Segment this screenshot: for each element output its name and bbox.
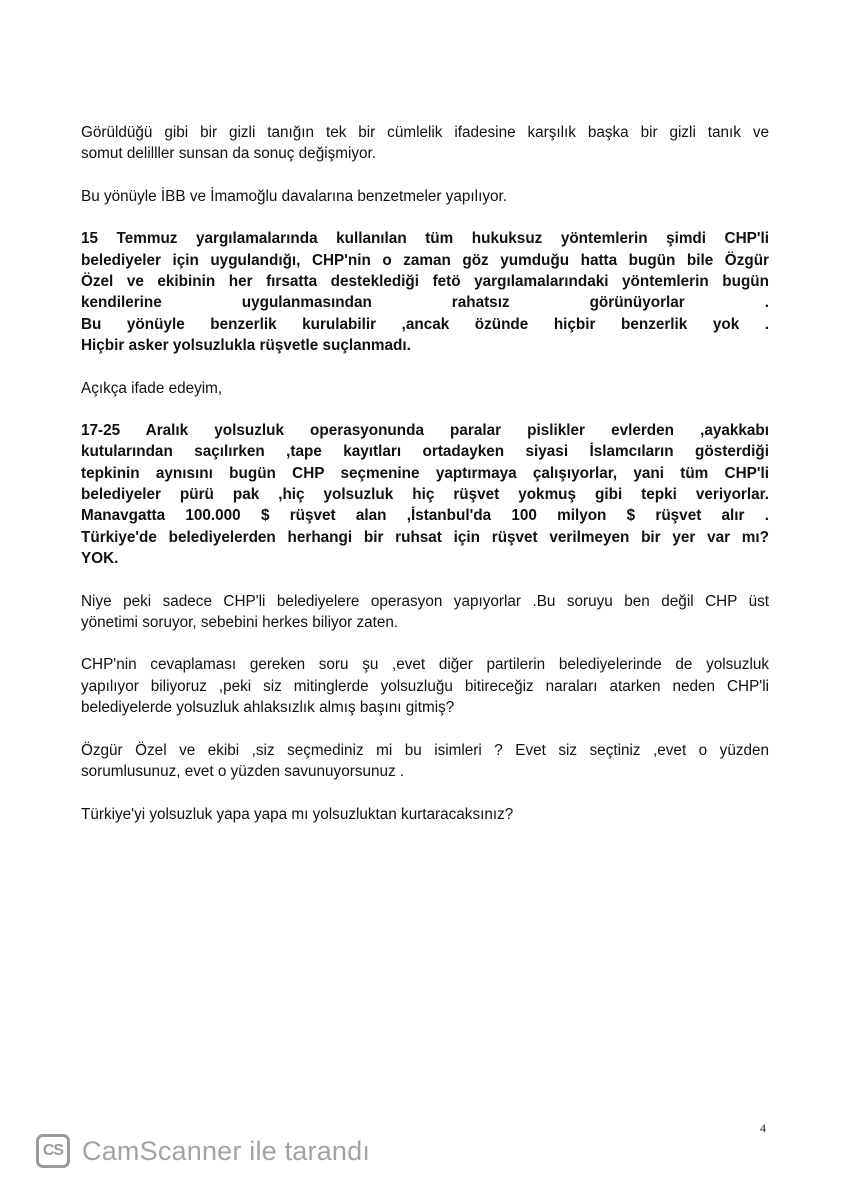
paragraph (81, 591, 769, 634)
paragraph (81, 804, 769, 825)
camscanner-logo-icon (36, 1134, 70, 1168)
page-number: 4 (760, 1121, 766, 1135)
camscanner-watermark-text: CamScanner ile tarandı (82, 1135, 371, 1166)
text-line: somut delilller sunsan da sonuç değişmiyor. (81, 145, 377, 163)
text-line: kutularından saçılırken ,tape kayıtları ortadayken siyasi İslamcıların gösterdiği (81, 443, 769, 461)
text-line: belediyelerde yolsuzluk ahlaksızlık almış başını gitmiş? (81, 699, 455, 717)
text-line: Özgür Özel ve ekibi ,siz seçmediniz mi bu isimleri ? Evet siz seçtiniz ,evet o yüzden (81, 741, 769, 759)
text-line: Özel ve ekibinin her fırsatta desteklediği fetö yargılamalarındaki yöntemlerin bugün (81, 273, 769, 291)
text-line: Açıkça ifade edeyim, (81, 379, 223, 397)
camscanner-watermark (36, 1133, 370, 1169)
text-line: Bu yönüyle benzerlik kurulabilir ,ancak özünde hiçbir benzerlik yok . (81, 315, 769, 333)
text-line: Türkiye'yi yolsuzluk yapa yapa mı yolsuzluktan kurtaracaksınız? (81, 805, 514, 823)
text-line: yönetimi soruyor, sebebini herkes biliyor zaten. (81, 613, 399, 631)
text-line: Bu yönüyle İBB ve İmamoğlu davalarına benzetmeler yapılıyor. (81, 187, 507, 205)
text-line: belediyeler için uygulandığı, CHP'nin o zaman göz yumduğu hatta bugün bile Özgür (81, 251, 769, 269)
text-line: yapılıyor biliyoruz ,peki siz mitinglerde yolsuzluğu bitireceğiz naraları atarken neden CHP'li (81, 677, 769, 695)
text-line: CHP'nin cevaplaması gereken soru şu ,evet diğer partilerin belediyelerinde de yolsuzluk (81, 656, 769, 674)
paragraph (81, 654, 769, 718)
text-line: tepkinin aynısını bugün CHP seçmenine yaptırmaya çalışıyorlar, yani tüm CHP'li (81, 464, 769, 482)
text-line: Manavgatta 100.000 $ rüşvet alan ,İstanbul'da 100 milyon $ rüşvet alır . (81, 507, 769, 525)
paragraph (81, 186, 769, 207)
text-line: 17-25 Aralık yolsuzluk operasyonunda paralar pislikler evlerden ,ayakkabı (81, 422, 769, 440)
document-body (81, 122, 769, 846)
paragraph (81, 420, 769, 569)
text-line: Hiçbir asker yolsuzlukla rüşvetle suçlanmadı. (81, 336, 411, 354)
text-line: sorumlusunuz, evet o yüzden savunuyorsunuz . (81, 762, 405, 780)
text-line: Görüldüğü gibi bir gizli tanığın tek bir cümlelik ifadesine karşılık başka bir gizli tanık ve (81, 124, 769, 141)
text-line: YOK. (81, 549, 119, 567)
text-line: 15 Temmuz yargılamalarında kullanılan tüm hukuksuz yöntemlerin şimdi CHP'li (81, 230, 769, 248)
camscanner-logo-text: CS (42, 1142, 64, 1159)
text-line: Türkiye'de belediyelerden herhangi bir ruhsat için rüşvet verilmeyen bir yer var mı? (81, 528, 769, 546)
paragraph (81, 378, 769, 399)
paragraph (81, 228, 769, 356)
paragraph (81, 122, 769, 165)
paragraph (81, 740, 769, 783)
text-line: kendilerine uygulanmasından rahatsız görünüyorlar . (81, 294, 769, 312)
text-line: belediyeler pürü pak ,hiç yolsuzluk hiç rüşvet yokmuş gibi tepki veriyorlar. (81, 486, 769, 504)
text-line: Niye peki sadece CHP'li belediyelere operasyon yapıyorlar .Bu soruyu ben değil CHP üst (81, 592, 769, 610)
